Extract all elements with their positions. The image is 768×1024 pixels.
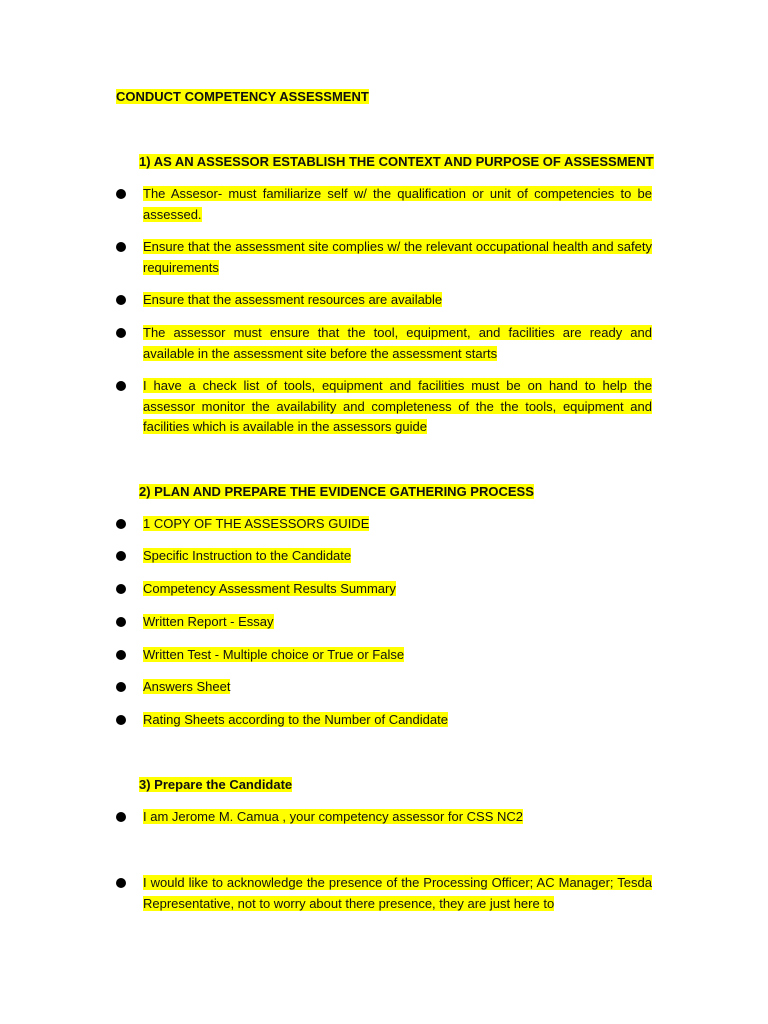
list-item-text: Ensure that the assessment site complies w/ the relevant occupational health and safety requirements — [143, 239, 652, 275]
list-item — [116, 323, 652, 364]
list-item — [116, 873, 652, 914]
section-heading — [139, 776, 292, 794]
list-item — [116, 237, 652, 278]
section-heading-text: 1) AS AN ASSESSOR ESTABLISH THE CONTEXT AND PURPOSE OF ASSESSMENT — [139, 154, 654, 169]
bullet-icon — [116, 242, 126, 252]
list-item — [116, 184, 652, 225]
bullet-icon — [116, 650, 126, 660]
bullet-icon — [116, 878, 126, 888]
list-item-text: Specific Instruction to the Candidate — [143, 548, 352, 563]
list-item-text: Rating Sheets according to the Number of Candidate — [143, 712, 448, 727]
list-item — [116, 645, 652, 666]
bullet-icon — [116, 189, 126, 199]
section-heading — [139, 483, 534, 501]
list-item-text: I have a check list of tools, equipment and facilities must be on hand to help the assessor monitor the availability and completeness of the the tools, equipment and facilities which is available in the assessors guide — [143, 378, 652, 434]
bullet-icon — [116, 682, 126, 692]
list-item — [116, 677, 652, 698]
list-item — [116, 710, 652, 731]
bullet-icon — [116, 295, 126, 305]
bullet-icon — [116, 584, 126, 594]
document-title — [116, 88, 369, 106]
list-item — [116, 807, 652, 828]
list-item — [116, 579, 652, 600]
list-item-text: Answers Sheet — [143, 679, 231, 694]
list-item-text: 1 COPY OF THE ASSESSORS GUIDE — [143, 516, 370, 531]
section-heading-text: 3) Prepare the Candidate — [139, 777, 293, 792]
list-item — [116, 612, 652, 633]
bullet-icon — [116, 381, 126, 391]
list-item-text: I am Jerome M. Camua , your competency assessor for CSS NC2 — [143, 809, 524, 824]
bullet-icon — [116, 617, 126, 627]
list-item-text: Competency Assessment Results Summary — [143, 581, 396, 596]
section-heading-text: 2) PLAN AND PREPARE THE EVIDENCE GATHERING PROCESS — [139, 484, 534, 499]
bullet-icon — [116, 812, 126, 822]
document-title-text: CONDUCT COMPETENCY ASSESSMENT — [116, 89, 369, 104]
list-item — [116, 376, 652, 438]
section-heading — [139, 153, 654, 171]
list-item — [116, 290, 652, 311]
list-item — [116, 546, 652, 567]
bullet-icon — [116, 715, 126, 725]
list-item-text: Written Test - Multiple choice or True or False — [143, 647, 405, 662]
list-item — [116, 514, 652, 535]
bullet-icon — [116, 519, 126, 529]
bullet-icon — [116, 551, 126, 561]
list-item-text: Ensure that the assessment resources are available — [143, 292, 443, 307]
bullet-icon — [116, 328, 126, 338]
list-item-text: The Assesor- must familiarize self w/ the qualification or unit of competencies to be assessed. — [143, 186, 652, 222]
list-item-text: I would like to acknowledge the presence of the Processing Officer; AC Manager; Tesda Representative, not to worry about there presence, they are just here to — [143, 875, 652, 911]
list-item-text: Written Report - Essay — [143, 614, 274, 629]
list-item-text: The assessor must ensure that the tool, equipment, and facilities are ready and available in the assessment site before the assessment starts — [143, 325, 652, 361]
